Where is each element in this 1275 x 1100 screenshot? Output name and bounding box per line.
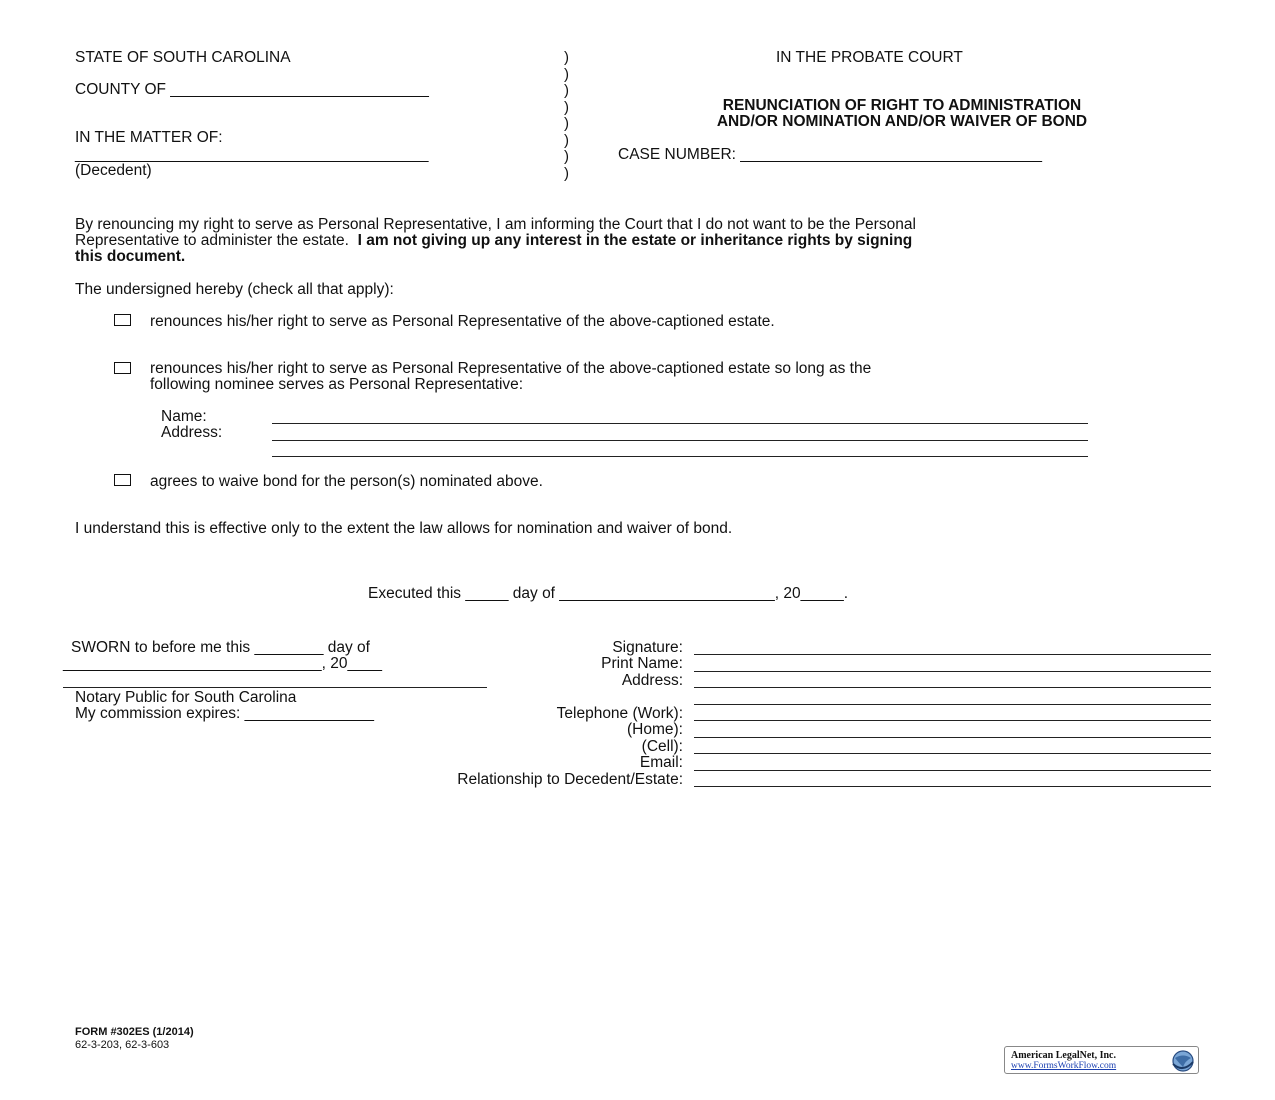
address-field-2[interactable] bbox=[694, 704, 1211, 705]
nominate-option-line2: following nominee serves as Personal Representative: bbox=[150, 376, 524, 393]
understand-text: I understand this is effective only to the extent the law allows for nomination and waiver of bond. bbox=[75, 520, 733, 537]
intro-plain: Representative to administer the estate. bbox=[75, 232, 349, 249]
address-field-1[interactable] bbox=[694, 687, 1211, 688]
paren: ) bbox=[564, 98, 569, 116]
print-name-label: Print Name: bbox=[601, 655, 683, 672]
telephone-work-field[interactable] bbox=[694, 720, 1211, 721]
commission-expires: My commission expires: _______________ bbox=[75, 705, 374, 722]
waive-bond-text: agrees to waive bond for the person(s) nominated above. bbox=[150, 473, 543, 490]
logo-website-link[interactable]: www.FormsWorkFlow.com bbox=[1011, 1061, 1117, 1071]
telephone-home-label: (Home): bbox=[627, 721, 683, 738]
address-label: Address: bbox=[621, 672, 683, 689]
county-label: COUNTY OF ______________________________ bbox=[75, 81, 429, 98]
relationship-label: Relationship to Decedent/Estate: bbox=[457, 771, 683, 788]
executed-line: Executed this _____ day of _________________________, 20_____. bbox=[368, 585, 849, 602]
telephone-cell-field[interactable] bbox=[694, 753, 1211, 754]
telephone-home-field[interactable] bbox=[694, 737, 1211, 738]
state-label: STATE OF SOUTH CAROLINA bbox=[75, 49, 291, 66]
nominate-option-line1: renounces his/her right to serve as Personal Representative of the above-captioned estate so long as the bbox=[150, 360, 872, 377]
email-label: Email: bbox=[639, 754, 683, 771]
form-title-line2: AND/OR NOMINATION AND/OR WAIVER OF BOND bbox=[716, 113, 1088, 130]
paren: ) bbox=[564, 65, 569, 83]
paren: ) bbox=[564, 82, 569, 99]
intro-line-3: this document. bbox=[75, 248, 186, 265]
nominee-address-field-1[interactable] bbox=[272, 440, 1088, 441]
notary-public-label: Notary Public for South Carolina bbox=[75, 689, 297, 706]
paren: ) bbox=[564, 148, 569, 165]
nominee-address-label: Address: bbox=[161, 424, 223, 441]
relationship-field[interactable] bbox=[694, 786, 1211, 787]
form-number: FORM #302ES (1/2014) bbox=[75, 1026, 194, 1038]
renounce-checkbox[interactable] bbox=[114, 314, 131, 326]
paren: ) bbox=[564, 164, 569, 182]
waive-bond-checkbox[interactable] bbox=[114, 474, 131, 486]
intro-line-1: By renouncing my right to serve as Personal Representative, I am informing the Court that I do not want to be the Personal bbox=[75, 216, 916, 233]
signature-field[interactable] bbox=[694, 654, 1211, 655]
case-number: CASE NUMBER: ___________________________________ bbox=[618, 146, 1043, 163]
print-name-field[interactable] bbox=[694, 671, 1211, 672]
undersigned-text: The undersigned hereby (check all that apply): bbox=[75, 281, 394, 298]
statute-references: 62-3-203, 62-3-603 bbox=[75, 1039, 170, 1051]
signature-label: Signature: bbox=[612, 639, 683, 656]
telephone-cell-label: (Cell): bbox=[641, 738, 683, 755]
decedent-label: (Decedent) bbox=[75, 162, 152, 179]
sworn-line-1: SWORN to before me this ________ day of bbox=[71, 639, 370, 656]
intro-bold: I am not giving up any interest in the estate or inheritance rights by signing bbox=[357, 232, 913, 249]
nominee-name-field[interactable] bbox=[272, 423, 1088, 424]
decedent-line: _________________________________________ bbox=[75, 146, 429, 163]
globe-icon bbox=[1171, 1049, 1195, 1073]
form-title-line1: RENUNCIATION OF RIGHT TO ADMINISTRATION bbox=[722, 97, 1082, 114]
logo-company-name: American LegalNet, Inc. bbox=[1011, 1050, 1116, 1061]
renounce-option-text: renounces his/her right to serve as Personal Representative of the above-captioned estate. bbox=[150, 313, 775, 330]
intro-line-2 bbox=[75, 232, 912, 249]
nominee-name-label: Name: bbox=[161, 408, 207, 425]
email-field[interactable] bbox=[694, 770, 1211, 771]
paren: ) bbox=[564, 115, 569, 132]
paren: ) bbox=[564, 49, 569, 66]
paren: ) bbox=[564, 131, 569, 149]
matter-label: IN THE MATTER OF: bbox=[75, 129, 223, 146]
telephone-work-label: Telephone (Work): bbox=[556, 705, 683, 722]
nominate-checkbox[interactable] bbox=[114, 362, 131, 374]
sworn-line-2: ______________________________, 20____ bbox=[63, 655, 382, 672]
nominee-address-field-2[interactable] bbox=[272, 456, 1088, 457]
court-label: IN THE PROBATE COURT bbox=[776, 49, 963, 66]
company-logo bbox=[1004, 1046, 1199, 1074]
